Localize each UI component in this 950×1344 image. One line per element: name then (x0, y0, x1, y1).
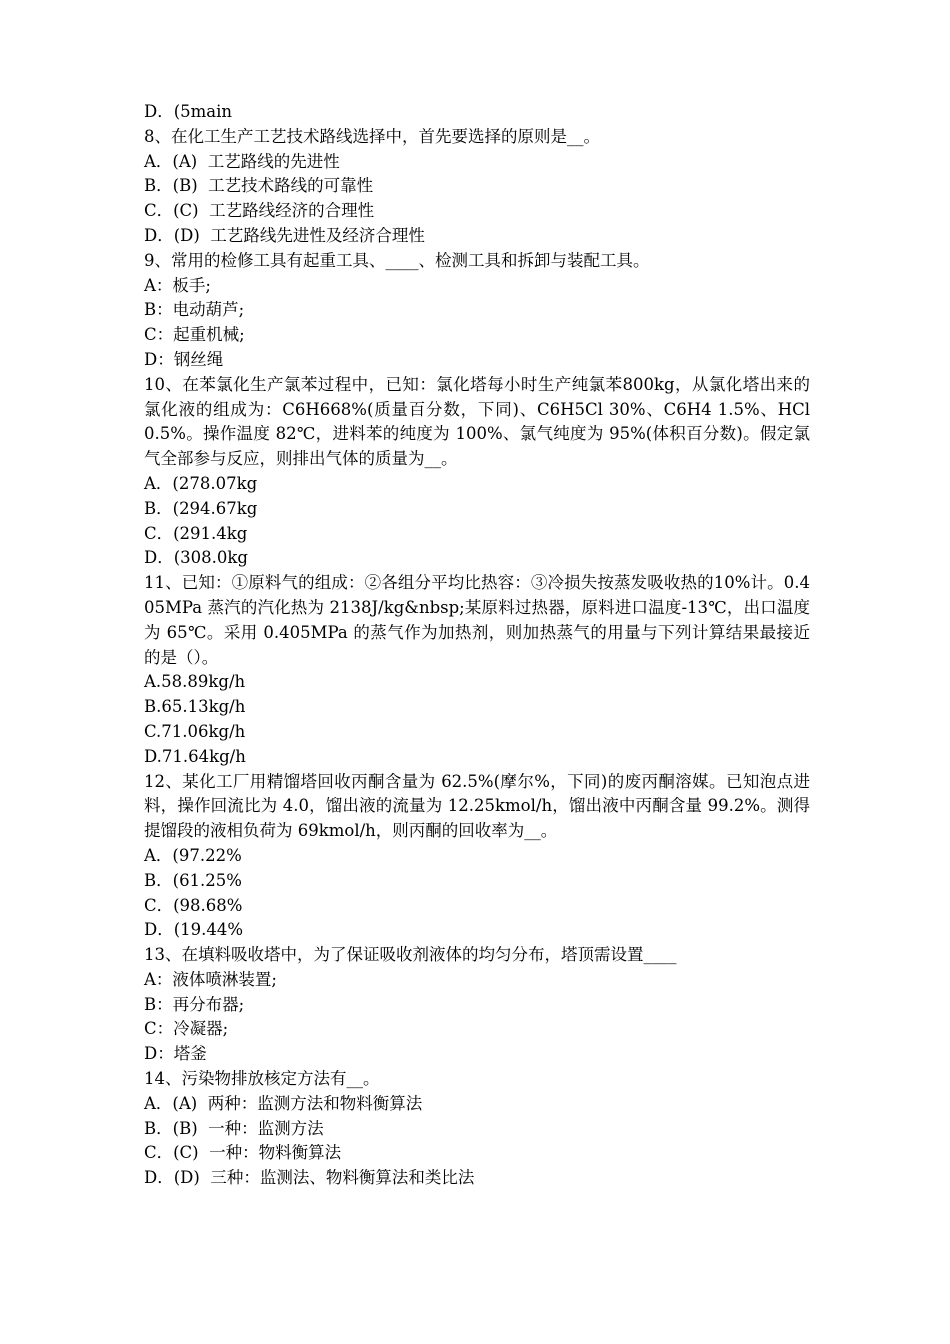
text-line: C：冷凝器; (144, 1019, 229, 1039)
text-line: A.58.89kg/h (144, 672, 246, 692)
text-line: 14、污染物排放核定方法有__。 (144, 1069, 380, 1089)
text-line: D：钢丝绳 (144, 349, 224, 369)
text-line: D．(D) 三种：监测法、物料衡算法和类比法 (144, 1168, 475, 1188)
text-line: C．(291.4kg (144, 523, 248, 543)
text-line: D．(19.44% (144, 920, 244, 940)
text-line: C．(98.68% (144, 895, 243, 915)
question-paragraph: 12、某化工厂用精馏塔回收丙酮含量为 62.5%(摩尔%，下同)的废丙酮溶媒。已知泡点进料，操作回流比为 4.0，馏出液的流量为 12.25kmol/h，馏出液中丙酮含量 99.2%。测得提馏段的液相负荷为 69kmol/h，则丙酮的回收率为__。 (144, 771, 810, 841)
text-line: C．(C) 工艺路线经济的合理性 (144, 201, 375, 221)
text-line: B．(294.67kg (144, 498, 258, 518)
text-line: 13、在填料吸收塔中，为了保证吸收剂液体的均匀分布，塔顶需设置____ (144, 945, 677, 965)
text-line: D.71.64kg/h (144, 746, 246, 766)
text-line: A．(A) 工艺路线的先进性 (144, 151, 340, 171)
text-line: D．(5main (144, 102, 233, 121)
text-line: B：再分布器; (144, 994, 245, 1014)
question-paragraph: 10、在苯氯化生产氯苯过程中，已知：氯化塔每小时生产纯氯苯800kg，从氯化塔出来的氯化液的组成为：C6H668%(质量百分数，下同)、C6H5Cl 30%、C6H4 1.5%、HCl 0.5%。操作温度 82℃，进料苯的纯度为 100%、氯气纯度为 95%(体积百分数)。假定氯气全部参与反应，则排出气体的质量为__。 (144, 374, 810, 469)
text-line: A．(A) 两种：监测方法和物料衡算法 (144, 1093, 423, 1113)
text-line: C.71.06kg/h (144, 721, 246, 741)
text-line: A．(278.07kg (144, 473, 258, 493)
text-line: B.65.13kg/h (144, 697, 246, 717)
question-paragraph: 11、已知：①原料气的组成：②各组分平均比热容：③冷损失按蒸发吸收热的10%计。0.405MPa 蒸汽的汽化热为 2138J/kg&nbsp;某原料过热器，原料进口温度-13℃，出口温度为 65℃。采用 0.405MPa 的蒸气作为加热剂，则加热蒸气的用量与下列计算结果最接近的是（）。 (144, 573, 810, 667)
text-line: A：液体喷淋装置; (144, 969, 277, 989)
text-line: A：板手; (144, 275, 211, 295)
text-line: C：起重机械; (144, 325, 245, 345)
text-line: D：塔釜 (144, 1044, 207, 1064)
text-line: 9、常用的检修工具有起重工具、____、检测工具和拆卸与装配工具。 (144, 250, 650, 270)
text-line: D．(308.0kg (144, 548, 248, 568)
text-line: B：电动葫芦; (144, 300, 245, 320)
document-page (144, 100, 810, 1191)
text-line: D．(D) 工艺路线先进性及经济合理性 (144, 225, 425, 245)
text-line: A．(97.22% (144, 845, 242, 865)
text-line: B．(61.25% (144, 870, 242, 890)
text-line: 8、在化工生产工艺技术路线选择中，首先要选择的原则是__。 (144, 126, 600, 146)
text-line: C．(C) 一种：物料衡算法 (144, 1143, 342, 1163)
text-line: B．(B) 工艺技术路线的可靠性 (144, 176, 374, 196)
text-line: B．(B) 一种：监测方法 (144, 1118, 324, 1138)
